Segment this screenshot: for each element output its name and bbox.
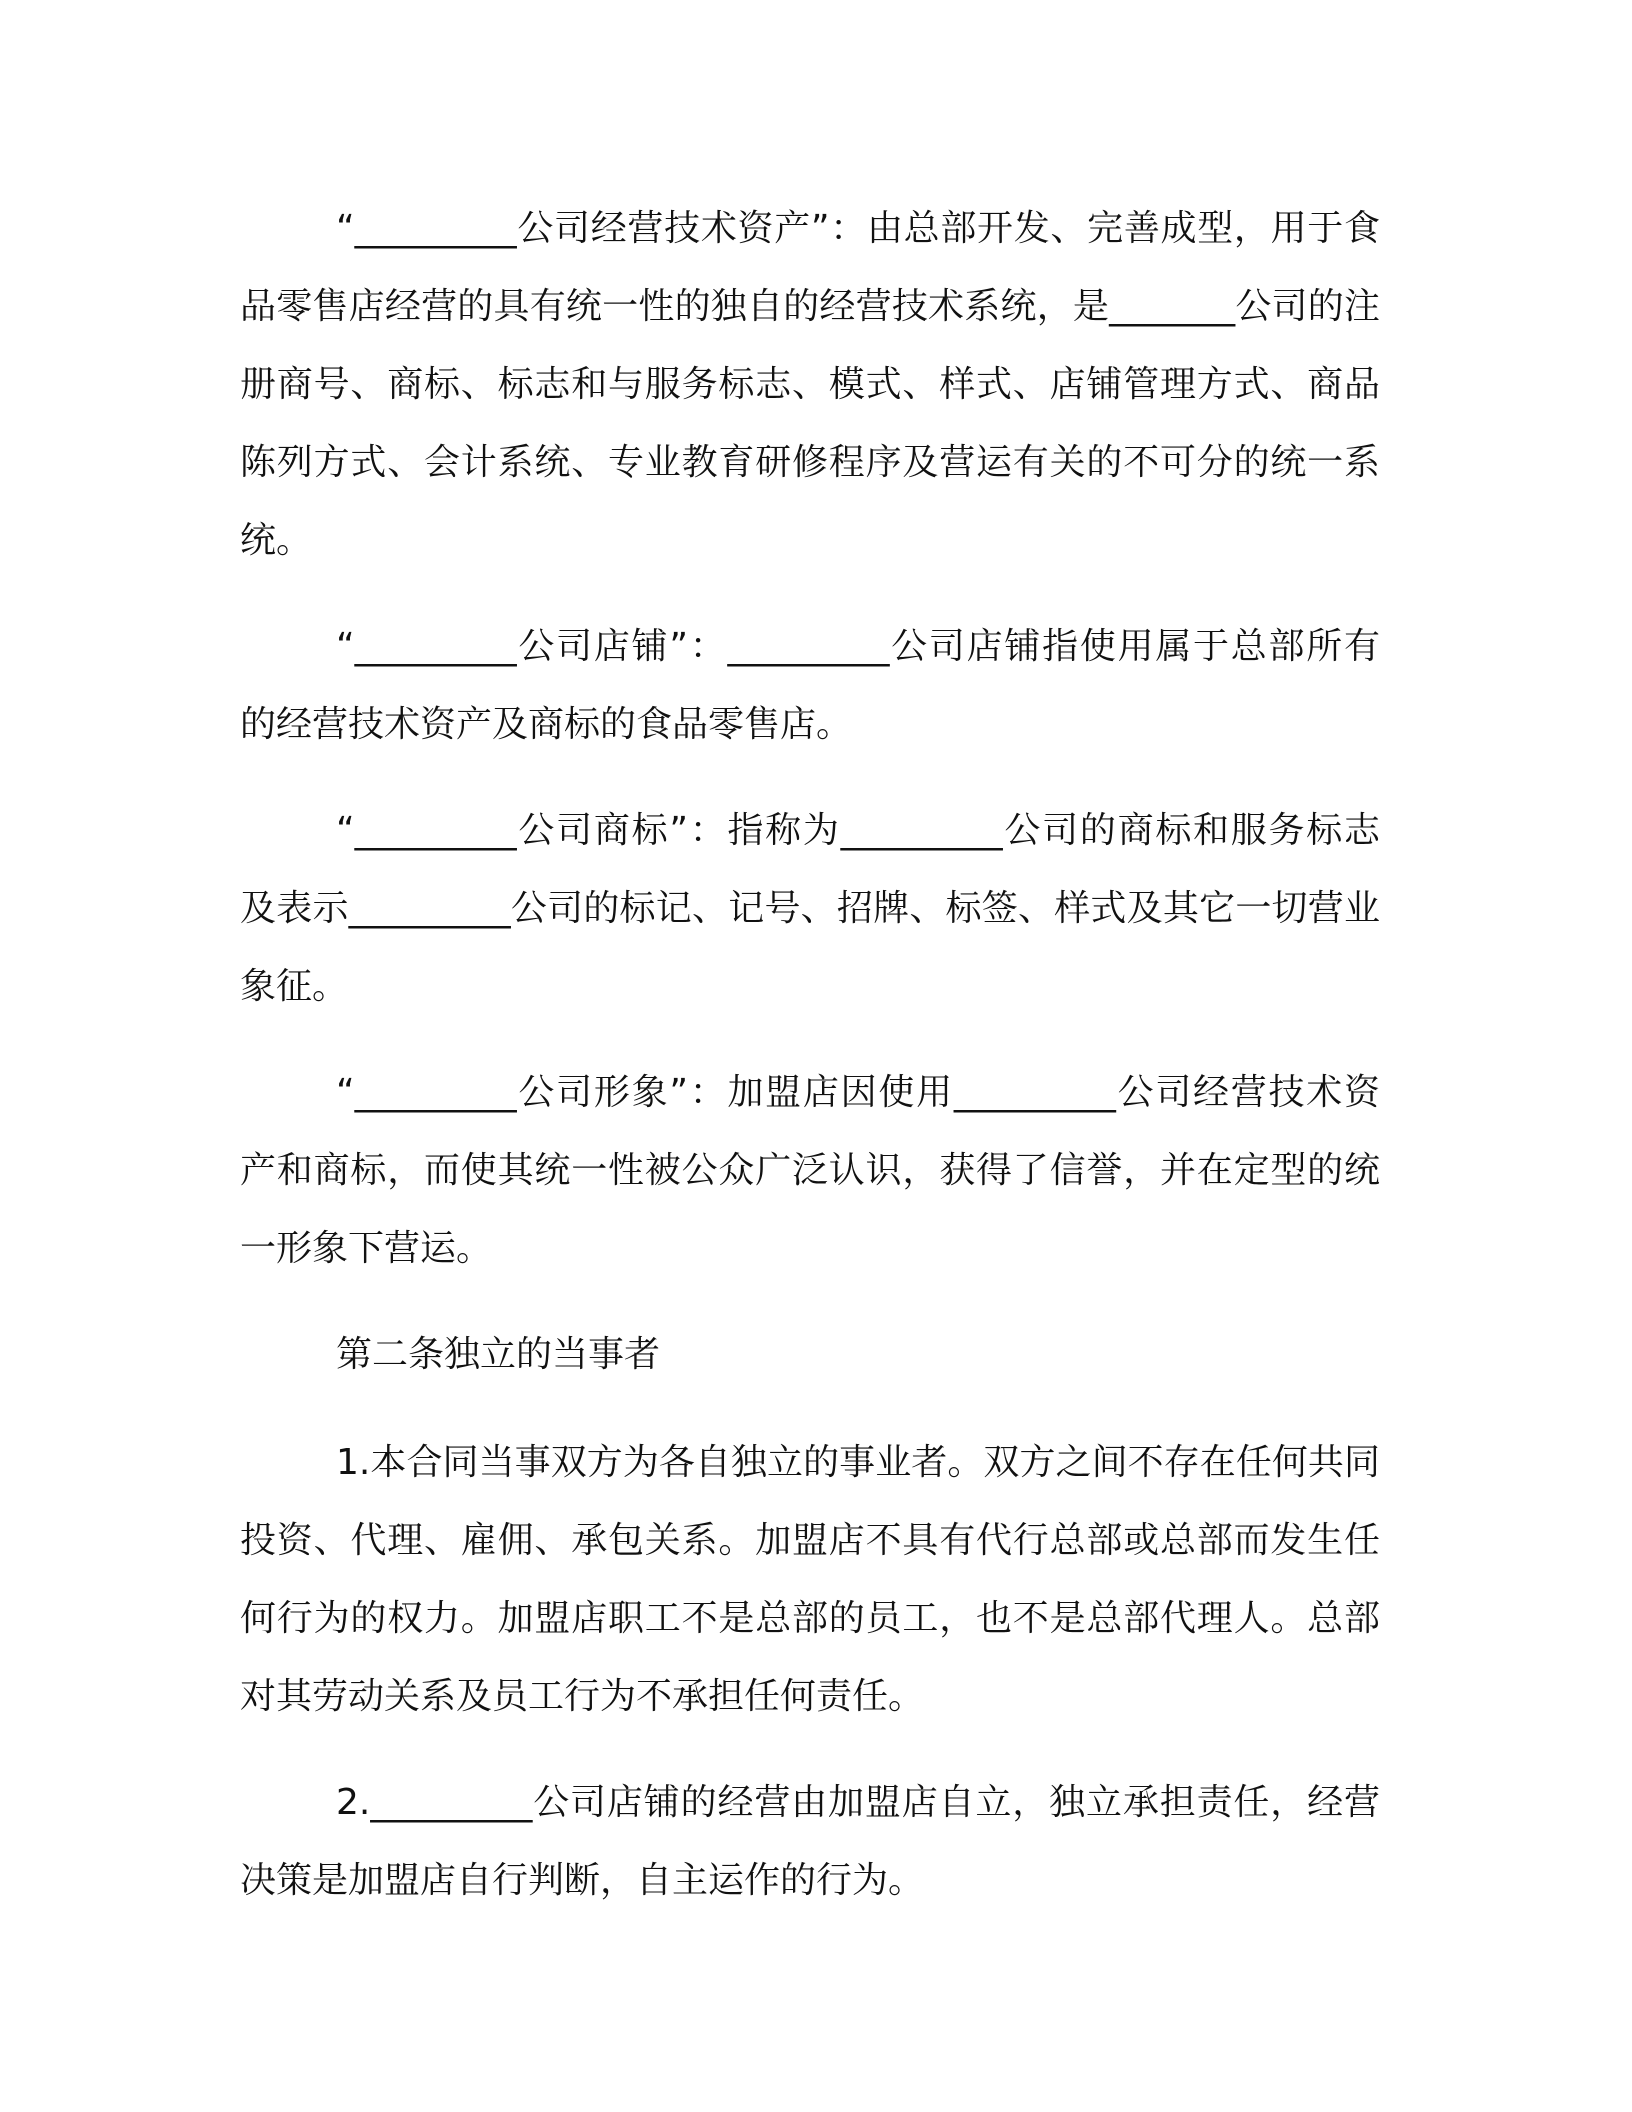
article-heading: 第二条独立的当事者 [336,1334,661,1375]
definition-business-technology-assets: “_________公司经营技术资产”：由总部开发、完善成型，用于食品零售店经营的具有统一性的独自的经营技术系统，是_______公司的注册商号、商标、标志和与服务标志、模式、样式、店铺管理方式、商品陈列方式、会计系统、专业教育研修程序及营运有关的不可分的统一系统。 [240,208,1380,561]
clause-1: 1.本合同当事双方为各自独立的事业者。双方之间不存在任何共同投资、代理、雇佣、承包关系。加盟店不具有代行总部或总部而发生任何行为的权力。加盟店职工不是总部的员工，也不是总部代理人。总部对其劳动关系及员工行为不承担任何责任。 [240,1442,1380,1717]
definition-company-image: “_________公司形象”：加盟店因使用_________公司经营技术资产和商标，而使其统一性被公众广泛认识，获得了信誉，并在定型的统一形象下营运。 [240,1072,1380,1269]
definition-company-store: “_________公司店铺”：_________公司店铺指使用属于总部所有的经营技术资产及商标的食品零售店。 [240,626,1380,745]
document-body [240,190,1380,1948]
clause-2: 2._________公司店铺的经营由加盟店自立，独立承担责任，经营决策是加盟店自行判断，自主运作的行为。 [240,1782,1380,1901]
definition-company-trademark: “_________公司商标”：指称为_________公司的商标和服务标志及表示_________公司的标记、记号、招牌、标签、样式及其它一切营业象征。 [240,810,1380,1007]
